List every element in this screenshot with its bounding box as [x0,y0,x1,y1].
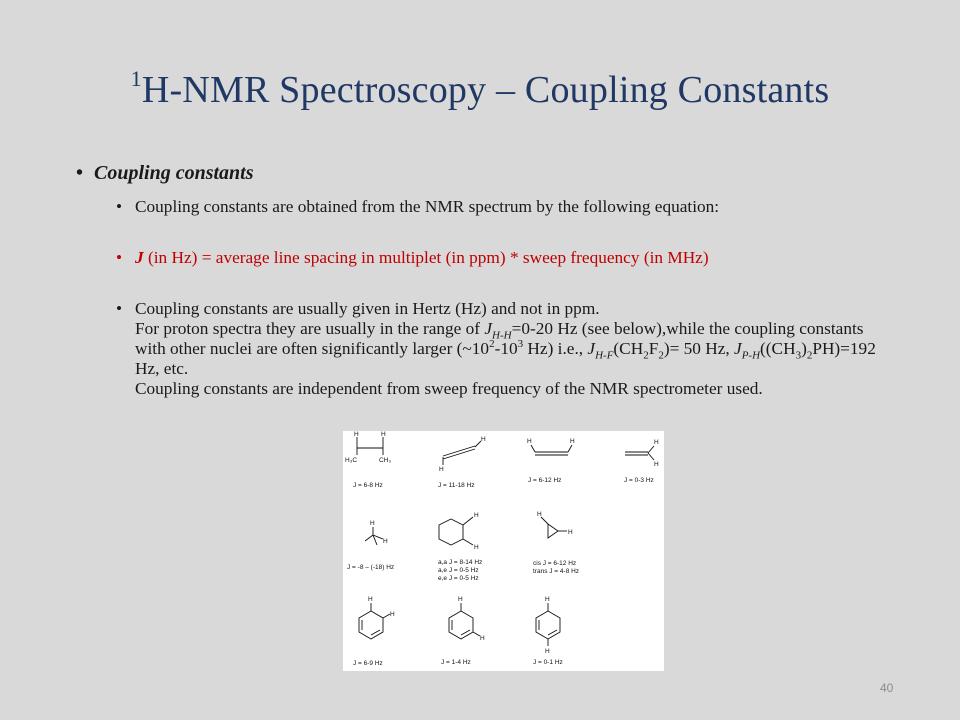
hertz-text-d: Hz) i.e., [523,339,588,358]
atom-h: H [383,538,388,545]
jph-sub: P-H [741,349,761,362]
hertz-line1: Coupling constants are usually given in Hertz (Hz) and not in ppm. [135,299,600,318]
j-symbol: J [135,248,144,267]
label-cyclohexane-aa: a,a J = 8-14 Hz [438,559,483,566]
atom-h: H [390,611,395,618]
atom-h: H [570,438,575,445]
hertz-text-c: -10 [494,339,518,358]
para-benzene-structure [536,596,560,655]
atom-h: H [354,431,359,438]
atom-h: H [527,438,532,445]
jhf-sub: H-F [595,349,614,362]
cyclohexane-structure [439,512,479,551]
hertz-line3: Coupling constants are independent from sweep frequency of the NMR spectrometer used. [135,379,763,398]
atom-h: H [474,512,479,519]
equation-text: (in Hz) = average line spacing in multiplet (in ppm) * sweep frequency (in MHz) [143,248,709,267]
f2-sub: 2 [658,349,664,362]
exp-2: 2 [489,338,495,351]
atom-h: H [381,431,386,438]
cis-alkene-structure [527,438,575,455]
slide-title [0,68,960,112]
meta-benzene-structure [449,596,485,642]
ch3-sub: 3 [795,349,802,362]
exp-3: 3 [517,338,524,351]
geminal-alkene-structure [625,439,659,468]
label-trans: J = 11-18 Hz [438,482,475,489]
atom-h: H [654,461,659,468]
bullet-dot: • [76,162,84,184]
geminal-sp3-structure [365,520,388,545]
atom-h: H [568,529,573,536]
label-vicinal: J = 6-8 Hz [353,482,383,489]
hertz-text-g: ((CH [760,339,796,358]
trans-alkene-structure [439,436,486,473]
heading-bullet [76,162,254,185]
title-superscript: 1 [130,66,142,92]
structures-svg [343,431,664,671]
hertz-text-b: =0-20 Hz (see below),while the coupling constants with other nuclei are often significantly larger (~10 [135,319,864,358]
label-cyclohexane-ee: e,e J = 0-5 Hz [438,575,479,582]
atom-h: H [368,596,373,603]
label-cyclopropane-trans: trans J = 4-8 Hz [533,568,580,575]
label-cyclopropane-cis: cis J = 6-12 Hz [533,560,577,567]
atom-h: H [545,596,550,603]
bullet-text: Coupling constants are obtained from the NMR spectrum by the following equation: [135,197,720,216]
label-para: J = 0-1 Hz [533,659,563,666]
atom-ch3: CH₃ [379,457,392,464]
heading-text: Coupling constants [94,162,254,184]
hertz-text-e: (CH [613,339,644,358]
atom-h: H [481,436,486,443]
bullet-dot: • [116,299,123,318]
ch2-sub: 2 [643,349,649,362]
hertz-text-f-atom: F [648,339,659,358]
title-text: H-NMR Spectroscopy – Coupling Constants [141,69,830,111]
label-geminal-alkene: J = 0-3 Hz [624,477,654,484]
ortho-benzene-structure [359,596,395,639]
atom-h: H [458,596,463,603]
jph-j: J [734,339,742,358]
cyclopropane-structure [537,511,573,538]
label-ortho: J = 6-9 Hz [353,660,383,667]
atom-h: H [537,511,542,518]
vicinal-alkyl-structure [345,431,391,464]
hertz-text-h: ) [801,339,807,358]
bullet-hertz [116,299,880,399]
label-cyclohexane-ae: a,e J = 0-5 Hz [438,567,479,574]
paren2-sub: 2 [806,349,813,362]
bullet-equation [116,248,880,268]
atom-h3c: H₃C [345,457,358,464]
page-number: 40 [880,681,894,695]
label-cis: J = 6-12 Hz [528,477,562,484]
bullet-dot: • [116,248,123,267]
hertz-text-a: For proton spectra they are usually in the range of [135,319,485,338]
jhh-sub: H-H [492,329,512,342]
atom-h: H [474,544,479,551]
label-geminal-sp3: J = -8 – (-18) Hz [347,564,395,571]
atom-h: H [370,520,375,527]
jhf-j: J [587,339,596,358]
hertz-text-f: )= 50 Hz, [663,339,735,358]
atom-h: H [654,439,659,446]
hertz-text-i: PH)=192 Hz, etc. [135,339,876,378]
coupling-constants-figure [343,431,664,671]
jhh-j: J [484,319,493,338]
atom-h: H [480,635,485,642]
atom-h: H [439,466,444,473]
bullet-dot: • [116,197,123,216]
bullet-equation-intro [116,197,880,217]
atom-h: H [545,648,550,655]
label-meta: J = 1-4 Hz [441,659,471,666]
